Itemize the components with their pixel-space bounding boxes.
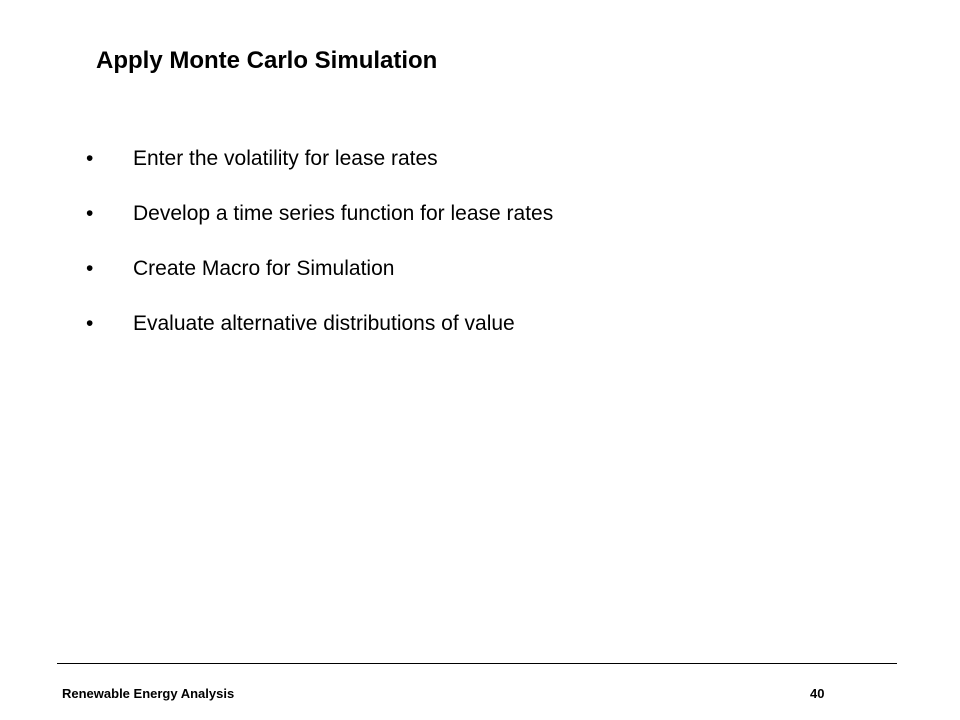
bullet-text: Develop a time series function for lease rates xyxy=(133,202,554,225)
bullet-marker: • xyxy=(86,312,94,335)
bullet-marker: • xyxy=(86,147,94,170)
bullet-marker: • xyxy=(86,202,94,225)
page-number: 40 xyxy=(810,686,825,701)
footer-title: Renewable Energy Analysis xyxy=(62,686,235,701)
footer-divider xyxy=(57,663,897,664)
bullet-marker: • xyxy=(86,257,94,280)
bullet-text: Create Macro for Simulation xyxy=(133,257,395,280)
slide-title: Apply Monte Carlo Simulation xyxy=(96,47,438,74)
bullet-text: Evaluate alternative distributions of value xyxy=(133,312,515,335)
bullet-text: Enter the volatility for lease rates xyxy=(133,147,438,170)
